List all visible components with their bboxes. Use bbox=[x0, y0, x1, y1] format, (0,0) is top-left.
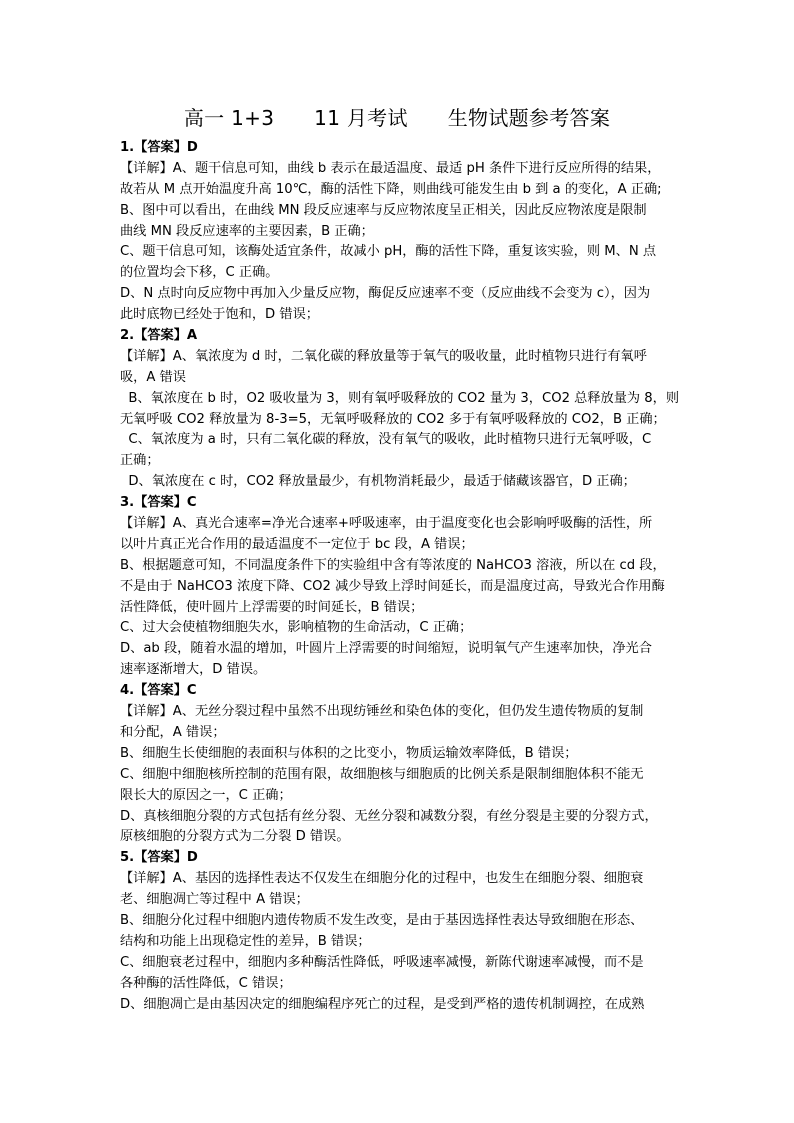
explanation-line: 速率逐渐增大，D 错误。 bbox=[120, 662, 267, 678]
explanation-line: 【详解】A、基因的选择性表达不仅发生在细胞分化的过程中，也发生在细胞分裂、细胞衰 bbox=[120, 871, 644, 887]
question-block bbox=[120, 681, 680, 848]
explanation-line: C、氧浓度为 a 时，只有二氧化碳的释放，没有氧气的吸收，此时植物只进行无氧呼吸，C bbox=[120, 432, 652, 448]
explanation-line: B、图中可以看出，在曲线 MN 段反应速率与反应物浓度呈正相关，因此反应物浓度是限制 bbox=[120, 202, 647, 218]
explanation-line: D、N 点时向反应物中再加入少量反应物，酶促反应速率不变（反应曲线不会变为 c），因为 bbox=[120, 286, 651, 302]
explanation-line: D、真核细胞分裂的方式包括有丝分裂、无丝分裂和减数分裂，有丝分裂是主要的分裂方式， bbox=[120, 808, 658, 824]
explanation-line: 限长大的原因之一，C 正确； bbox=[120, 787, 292, 803]
question-block bbox=[120, 138, 680, 326]
explanation-line: B、细胞分化过程中细胞内遗传物质不发生改变，是由于基因选择性表达导致细胞在形态、 bbox=[120, 912, 644, 928]
answer-heading: 1.【答案】D bbox=[120, 140, 198, 155]
explanation-line: 原核细胞的分裂方式为二分裂 D 错误。 bbox=[120, 829, 350, 845]
answer-heading: 5.【答案】D bbox=[120, 850, 198, 866]
explanation-line: 老、细胞凋亡等过程中 A 错误； bbox=[120, 892, 309, 908]
answer-content bbox=[120, 138, 680, 1015]
explanation-line: 正确； bbox=[120, 453, 160, 469]
explanation-line: B、根据题意可知，不同温度条件下的实验组中含有等浓度的 NaHCO3 溶液，所以在 cd 段， bbox=[120, 557, 666, 573]
explanation-line: C、细胞衰老过程中，细胞内多种酶活性降低，呼吸速率减慢，新陈代谢速率减慢，而不是 bbox=[120, 954, 644, 970]
explanation-line: 各种酶的活性降低，C 错误； bbox=[120, 975, 292, 991]
explanation-line: B、氧浓度在 b 时，O2 吸收量为 3，则有氧呼吸释放的 CO2 量为 3，CO2 总释放量为 8，则 bbox=[120, 390, 680, 406]
document-title: 高一 1+3 11 月考试 生物试题参考答案 bbox=[183, 106, 611, 130]
explanation-line: C、过大会使植物细胞失水，影响植物的生命活动，C 正确； bbox=[120, 620, 473, 636]
explanation-line: D、细胞凋亡是由基因决定的细胞编程序死亡的过程，是受到严格的遗传机制调控，在成熟 bbox=[120, 996, 645, 1012]
explanation-line: 曲线 MN 段反应速率的主要因素，B 正确； bbox=[120, 223, 374, 239]
explanation-line: 【详解】A、无丝分裂过程中虽然不出现纺锤丝和染色体的变化，但仍发生遗传物质的复制 bbox=[120, 704, 644, 720]
answer-heading: 4.【答案】C bbox=[120, 683, 197, 699]
answer-heading: 2.【答案】A bbox=[120, 328, 198, 344]
explanation-line: 无氧呼吸 CO2 释放量为 8-3=5，无氧呼吸释放的 CO2 多于有氧呼吸释放的 CO2，B 正确； bbox=[120, 411, 666, 427]
explanation-line: C、题干信息可知，该酶处适宜条件，故减小 pH，酶的活性下降，重复该实验，则 M、N 点 bbox=[120, 244, 657, 260]
explanation-line: C、细胞中细胞核所控制的范围有限，故细胞核与细胞质的比例关系是限制细胞体积不能无 bbox=[120, 766, 644, 782]
explanation-line: 故若从 M 点开始温度升高 10℃，酶的活性下降，则曲线可能发生由 b 到 a 的变化，A 正确; bbox=[120, 181, 662, 197]
explanation-line: 【详解】A、题干信息可知，曲线 b 表示在最适温度、最适 pH 条件下进行反应所得的结果， bbox=[120, 160, 661, 176]
explanation-line: B、细胞生长使细胞的表面积与体积的之比变小，物质运输效率降低，B 错误； bbox=[120, 745, 578, 761]
explanation-line: D、ab 段，随着水温的增加，叶圆片上浮需要的时间缩短，说明氧气产生速率加快，净光合 bbox=[120, 641, 652, 657]
explanation-line: 活性降低，使叶圆片上浮需要的时间延长，B 错误； bbox=[120, 599, 424, 615]
explanation-line: 结构和功能上出现稳定性的差异，B 错误； bbox=[120, 933, 371, 949]
explanation-line: 和分配，A 错误； bbox=[120, 724, 226, 740]
explanation-line: 【详解】A、氧浓度为 d 时，二氧化碳的释放量等于氧气的吸收量，此时植物只进行有氧呼 bbox=[120, 348, 647, 364]
question-block bbox=[120, 326, 680, 493]
answer-heading: 3.【答案】C bbox=[120, 495, 197, 511]
explanation-line: 吸，A 错误 bbox=[120, 369, 186, 385]
question-block bbox=[120, 848, 680, 1015]
explanation-line: 【详解】A、真光合速率=净光合速率+呼吸速率，由于温度变化也会影响呼吸酶的活性，所 bbox=[120, 516, 653, 532]
question-block bbox=[120, 493, 680, 681]
explanation-line: 此时底物已经处于饱和，D 错误； bbox=[120, 307, 319, 323]
explanation-line: 的位置均会下移，C 正确。 bbox=[120, 265, 279, 281]
explanation-line: 不是由于 NaHCO3 浓度下降、CO2 减少导致上浮时间延长，而是温度过高，导致光合作用酶 bbox=[120, 578, 665, 594]
explanation-line: D、氧浓度在 c 时，CO2 释放量最少，有机物消耗最少，最适于储藏该器官，D 正确； bbox=[120, 474, 636, 490]
explanation-line: 以叶片真正光合作用的最适温度不一定位于 bc 段，A 错误； bbox=[120, 536, 474, 552]
